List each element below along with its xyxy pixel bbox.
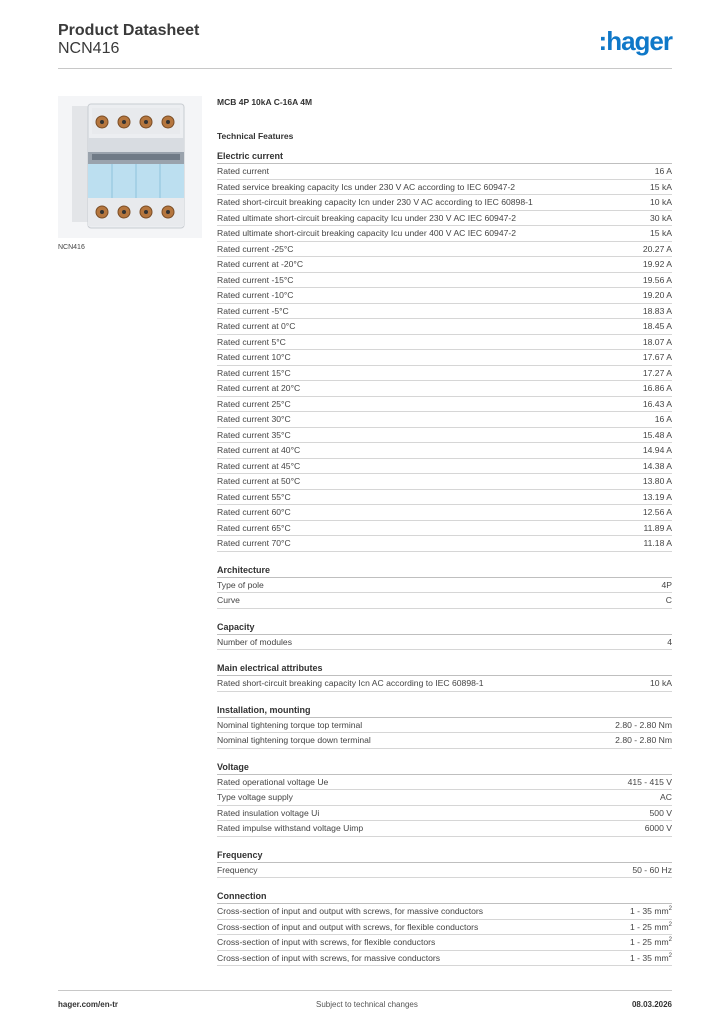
spec-row	[217, 304, 672, 320]
spec-row	[217, 288, 672, 304]
spec-value-text: 1 - 35 mm	[629, 952, 669, 963]
spec-value-text: 1 - 25 mm	[629, 937, 669, 948]
spec-value-text: 10 kA	[650, 197, 672, 208]
section-title: Main electrical attributes	[217, 662, 672, 676]
spec-value	[650, 197, 672, 207]
footer-date: 08.03.2026	[631, 1000, 672, 1009]
spec-value	[615, 735, 672, 745]
spec-row	[217, 593, 672, 609]
spec-section	[217, 704, 672, 749]
spec-value	[666, 595, 672, 605]
page-header	[58, 20, 672, 69]
spec-value	[643, 383, 672, 393]
spec-section	[217, 761, 672, 837]
spec-row	[217, 821, 672, 837]
spec-label: Type voltage supply	[217, 792, 293, 803]
spec-value	[645, 823, 672, 833]
spec-label: Rated short-circuit breaking capacity Icn AC according to IEC 60898-1	[217, 678, 484, 689]
spec-value	[650, 228, 672, 238]
spec-label: Rated current -25°C	[217, 243, 294, 254]
spec-row	[217, 226, 672, 242]
spec-value	[650, 213, 672, 223]
spec-value	[667, 637, 672, 647]
unit-superscript: 2	[668, 906, 672, 913]
section-title: Installation, mounting	[217, 704, 672, 718]
spec-label: Rated service breaking capacity Ics under 230 V AC according to IEC 60947-2	[217, 181, 516, 192]
section-title: Capacity	[217, 621, 672, 635]
spec-label: Rated current -15°C	[217, 274, 294, 285]
image-caption: NCN416	[58, 244, 85, 251]
spec-row	[217, 474, 672, 490]
spec-value-text: 17.27 A	[642, 367, 672, 378]
spec-value-text: 13.19 A	[642, 491, 672, 502]
spec-label: Rated current 65°C	[217, 522, 291, 533]
spec-row	[217, 920, 672, 936]
spec-row	[217, 775, 672, 791]
spec-value	[632, 865, 672, 875]
spec-row	[217, 904, 672, 920]
spec-value	[643, 321, 672, 331]
spec-label: Nominal tightening torque top terminal	[217, 719, 363, 730]
spec-label: Cross-section of input and output with screws, for flexible conductors	[217, 921, 479, 932]
spec-value-text: 11.18 A	[643, 538, 672, 549]
spec-row	[217, 350, 672, 366]
spec-value-text: 15 kA	[650, 181, 672, 192]
spec-value-text: 14.38 A	[642, 460, 672, 471]
spec-value-text: 6000 V	[644, 823, 672, 834]
spec-value	[643, 476, 672, 486]
spec-label: Rated current at -20°C	[217, 259, 304, 270]
spec-value-text: 17.67 A	[642, 352, 672, 363]
spec-value	[615, 720, 672, 730]
spec-row	[217, 536, 672, 552]
spec-row	[217, 676, 672, 692]
spec-label: Rated current at 40°C	[217, 445, 301, 456]
document-title: Product Datasheet	[58, 22, 200, 39]
spec-label: Frequency	[217, 864, 258, 875]
spec-value	[630, 953, 672, 963]
spec-label: Rated current -10°C	[217, 290, 294, 301]
spec-value-text: 18.83 A	[642, 305, 672, 316]
spec-value-text: 11.89 A	[643, 522, 672, 533]
spec-value-text: 19.56 A	[642, 274, 672, 285]
spec-label: Rated current 5°C	[217, 336, 286, 347]
spec-section	[217, 890, 672, 966]
spec-value-text: 415 - 415 V	[627, 776, 672, 787]
spec-section	[217, 150, 672, 552]
spec-row	[217, 935, 672, 951]
spec-label: Rated current at 20°C	[217, 383, 301, 394]
spec-label: Rated current 10°C	[217, 352, 291, 363]
section-title: Frequency	[217, 849, 672, 863]
spec-label: Rated current 70°C	[217, 538, 291, 549]
spec-row	[217, 273, 672, 289]
spec-value-text: 10 kA	[650, 678, 672, 689]
spec-row	[217, 397, 672, 413]
unit-superscript: 2	[668, 937, 672, 944]
page-footer	[58, 990, 672, 1017]
spec-row	[217, 211, 672, 227]
spec-row	[217, 180, 672, 196]
spec-row	[217, 366, 672, 382]
spec-value-text: 18.45 A	[642, 321, 672, 332]
spec-row	[217, 428, 672, 444]
spec-row	[217, 381, 672, 397]
spec-value	[630, 937, 672, 947]
spec-value	[643, 259, 672, 269]
spec-label: Rated current -5°C	[217, 305, 289, 316]
spec-row	[217, 635, 672, 651]
spec-value	[643, 337, 672, 347]
spec-value	[661, 580, 672, 590]
spec-value-text: 2.80 - 2.80 Nm	[615, 719, 672, 730]
spec-value	[655, 166, 672, 176]
spec-row	[217, 164, 672, 180]
footer-disclaimer: Subject to technical changes	[316, 1000, 418, 1009]
spec-label: Rated current 25°C	[217, 398, 291, 409]
spec-value-text: 50 - 60 Hz	[632, 864, 672, 875]
spec-label: Curve	[217, 595, 240, 606]
datasheet-content	[217, 96, 672, 978]
spec-value	[643, 368, 672, 378]
spec-label: Rated impulse withstand voltage Uimp	[217, 823, 364, 834]
spec-row	[217, 806, 672, 822]
spec-label: Rated current at 0°C	[217, 321, 296, 332]
spec-sections	[217, 150, 672, 966]
spec-value-text: 20.27 A	[642, 243, 672, 254]
spec-value	[643, 352, 672, 362]
product-name: MCB 4P 10kA C-16A 4M	[217, 97, 313, 107]
spec-value-text: 14.94 A	[642, 445, 672, 456]
spec-label: Rated current 30°C	[217, 414, 291, 425]
section-title: Voltage	[217, 761, 672, 775]
spec-label: Rated short-circuit breaking capacity Icn under 230 V AC according to IEC 60898-1	[217, 197, 533, 208]
spec-value	[655, 414, 672, 424]
spec-value-text: 1 - 35 mm	[629, 906, 669, 917]
hager-logo: :hager	[598, 26, 672, 56]
spec-row	[217, 578, 672, 594]
spec-value-text: 1 - 25 mm	[629, 921, 669, 932]
spec-row	[217, 459, 672, 475]
spec-value	[643, 275, 672, 285]
spec-row	[217, 718, 672, 734]
spec-value-text: 12.56 A	[642, 507, 672, 518]
spec-value	[643, 399, 672, 409]
spec-label: Rated current 35°C	[217, 429, 291, 440]
spec-value	[643, 306, 672, 316]
spec-value	[630, 906, 672, 916]
unit-superscript: 2	[668, 921, 672, 928]
spec-label: Rated current	[217, 166, 270, 177]
spec-value	[650, 678, 672, 688]
spec-value	[650, 808, 672, 818]
spec-value-text: AC	[660, 792, 672, 803]
spec-value-text: 500 V	[649, 807, 672, 818]
spec-label: Type of pole	[217, 579, 264, 590]
spec-label: Rated current 15°C	[217, 367, 291, 378]
spec-value-text: 2.80 - 2.80 Nm	[615, 735, 672, 746]
section-title: Connection	[217, 890, 672, 904]
spec-label: Rated ultimate short-circuit breaking capacity Icu under 230 V AC IEC 60947-2	[217, 212, 517, 223]
spec-value-text: 30 kA	[650, 212, 672, 223]
spec-value-text: 16 A	[654, 414, 672, 425]
spec-row	[217, 863, 672, 879]
spec-label: Cross-section of input with screws, for flexible conductors	[217, 937, 436, 948]
spec-value	[643, 445, 672, 455]
spec-value-text: 16.43 A	[642, 398, 672, 409]
spec-section	[217, 564, 672, 609]
spec-value-text: 4	[667, 636, 672, 647]
section-title: Architecture	[217, 564, 672, 578]
product-code: NCN416	[58, 40, 120, 57]
spec-label: Rated current 60°C	[217, 507, 291, 518]
spec-label: Rated current 55°C	[217, 491, 291, 502]
spec-label: Cross-section of input and output with screws, for massive conductors	[217, 906, 484, 917]
spec-label: Rated insulation voltage Ui	[217, 807, 320, 818]
spec-value	[643, 492, 672, 502]
spec-row	[217, 335, 672, 351]
spec-value-text: 19.20 A	[642, 290, 672, 301]
spec-label: Rated current at 50°C	[217, 476, 301, 487]
spec-label: Cross-section of input with screws, for massive conductors	[217, 952, 441, 963]
circuit-breaker-illustration	[58, 96, 202, 238]
spec-row	[217, 257, 672, 273]
spec-section	[217, 849, 672, 879]
spec-value	[643, 244, 672, 254]
spec-label: Rated ultimate short-circuit breaking capacity Icu under 400 V AC IEC 60947-2	[217, 228, 517, 239]
spec-value	[643, 507, 672, 517]
spec-value	[628, 777, 672, 787]
spec-row	[217, 242, 672, 258]
spec-label: Rated current at 45°C	[217, 460, 301, 471]
spec-label: Rated operational voltage Ue	[217, 776, 329, 787]
spec-value	[643, 538, 672, 548]
spec-value	[643, 430, 672, 440]
technical-features-title: Technical Features	[217, 131, 294, 141]
spec-value-text: 19.92 A	[642, 259, 672, 270]
spec-label: Nominal tightening torque down terminal	[217, 735, 371, 746]
spec-row	[217, 412, 672, 428]
spec-label: Number of modules	[217, 636, 292, 647]
spec-section	[217, 662, 672, 692]
spec-value	[643, 290, 672, 300]
spec-value	[660, 792, 672, 802]
spec-value-text: 16.86 A	[642, 383, 672, 394]
section-title: Electric current	[217, 150, 672, 164]
spec-row	[217, 505, 672, 521]
spec-row	[217, 195, 672, 211]
spec-section	[217, 621, 672, 651]
spec-row	[217, 790, 672, 806]
spec-row	[217, 319, 672, 335]
spec-value-text: 4P	[661, 579, 672, 590]
spec-value-text: 18.07 A	[642, 336, 672, 347]
footer-website-link[interactable]: hager.com/en-tr	[58, 1000, 119, 1009]
spec-value-text: 13.80 A	[642, 476, 672, 487]
spec-value	[643, 461, 672, 471]
spec-row	[217, 733, 672, 749]
spec-row	[217, 951, 672, 967]
unit-superscript: 2	[668, 952, 672, 959]
spec-value	[630, 922, 672, 932]
spec-value	[643, 523, 672, 533]
spec-value-text: C	[665, 595, 672, 606]
spec-value-text: 15.48 A	[642, 429, 672, 440]
spec-row	[217, 521, 672, 537]
spec-row	[217, 443, 672, 459]
spec-value-text: 15 kA	[650, 228, 672, 239]
product-image	[58, 96, 202, 238]
spec-value	[650, 182, 672, 192]
spec-row	[217, 490, 672, 506]
spec-value-text: 16 A	[654, 166, 672, 177]
